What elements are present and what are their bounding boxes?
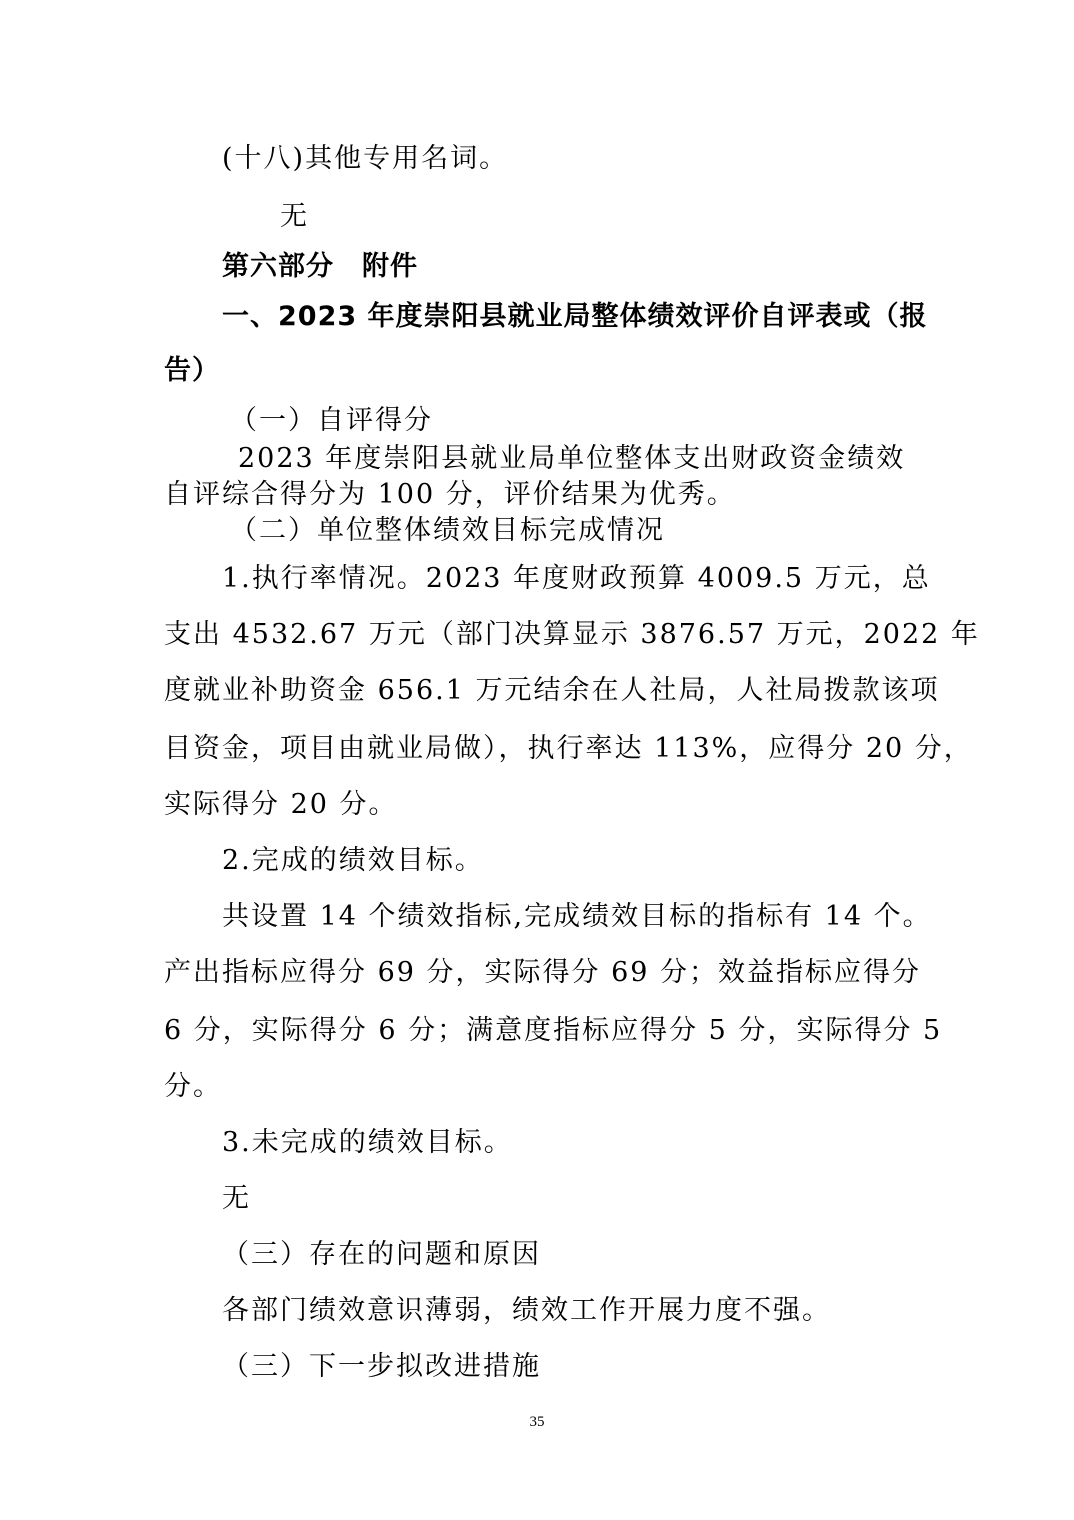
paragraph-indicators-line4: 分。 [164, 1071, 222, 1102]
paragraph-score-line2: 自评综合得分为 100 分，评价结果为优秀。 [164, 479, 736, 510]
paragraph-execution-line1: 1.执行率情况。2023 年度财政预算 4009.5 万元，总 [222, 563, 931, 594]
subheading-self-score: （一）自评得分 [230, 405, 433, 436]
paragraph-execution-line2: 支出 4532.67 万元（部门决算显示 3876.57 万元，2022 年 [164, 619, 980, 650]
subheading-completed-goals: 2.完成的绩效目标。 [222, 845, 484, 876]
subheading-problems: （三）存在的问题和原因 [222, 1239, 541, 1270]
attachment-title-line2: 告） [164, 355, 220, 386]
subheading-incomplete-goals: 3.未完成的绩效目标。 [222, 1127, 513, 1158]
page-number: 35 [529, 1414, 545, 1430]
paragraph-indicators-line2: 产出指标应得分 69 分，实际得分 69 分；效益指标应得分 [164, 957, 922, 988]
paragraph-problems: 各部门绩效意识薄弱，绩效工作开展力度不强。 [222, 1295, 831, 1326]
paragraph-indicators-line1: 共设置 14 个绩效指标,完成绩效目标的指标有 14 个。 [222, 901, 932, 932]
paragraph-execution-line4: 目资金，项目由就业局做），执行率达 113%，应得分 20 分， [164, 733, 973, 764]
paragraph-indicators-line3: 6 分，实际得分 6 分；满意度指标应得分 5 分，实际得分 5 [164, 1015, 943, 1046]
part-six-title: 第六部分 附件 [222, 251, 418, 282]
section-heading-other-terms: (十八)其他专用名词。 [222, 143, 509, 174]
subheading-goal-completion: （二）单位整体绩效目标完成情况 [230, 515, 665, 546]
body-text-none-2: 无 [222, 1183, 251, 1214]
subheading-next-steps: （三）下一步拟改进措施 [222, 1351, 541, 1382]
attachment-title-line1: 一、2023 年度崇阳县就业局整体绩效评价自评表或（报 [222, 301, 928, 332]
paragraph-execution-line3: 度就业补助资金 656.1 万元结余在人社局，人社局拨款该项 [164, 675, 940, 706]
paragraph-score-line1: 2023 年度崇阳县就业局单位整体支出财政资金绩效 [238, 443, 906, 474]
paragraph-execution-line5: 实际得分 20 分。 [164, 789, 398, 820]
body-text-none: 无 [280, 201, 309, 232]
